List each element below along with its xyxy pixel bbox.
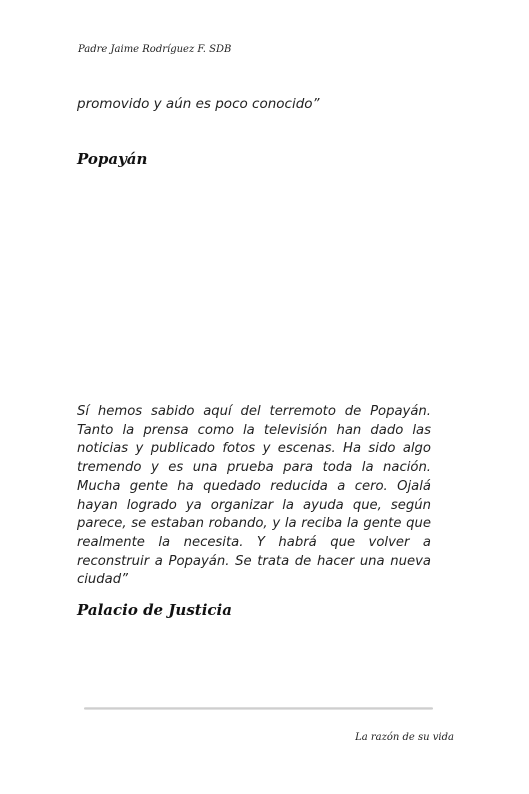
running-header: Padre Jaime Rodríguez F. SDB (78, 44, 232, 55)
footer-divider (84, 707, 433, 710)
running-footer: La razón de su vida (355, 732, 454, 743)
section-heading-palacio: Palacio de Justicia (77, 601, 232, 619)
section-heading-popayan: Popayán (77, 150, 148, 168)
quote-paragraph: Sí hemos sabido aquí del terremoto de Popayán. Tanto la prensa como la televisión han dado las noticias y publicado fotos y escenas. Ha sido algo tremendo y es una prueba para toda la nación. Mucha gente ha quedado reducida a cero. Ojalá hayan logrado ya organizar la ayuda que, según parece, se estaban robando, y la reciba la gente que realmente la necesita. Y habrá que volver a reconstruir a Popayán. Se trata de hacer una nueva ciudad” (77, 404, 431, 588)
continued-text-line: promovido y aún es poco conocido” (77, 96, 320, 112)
